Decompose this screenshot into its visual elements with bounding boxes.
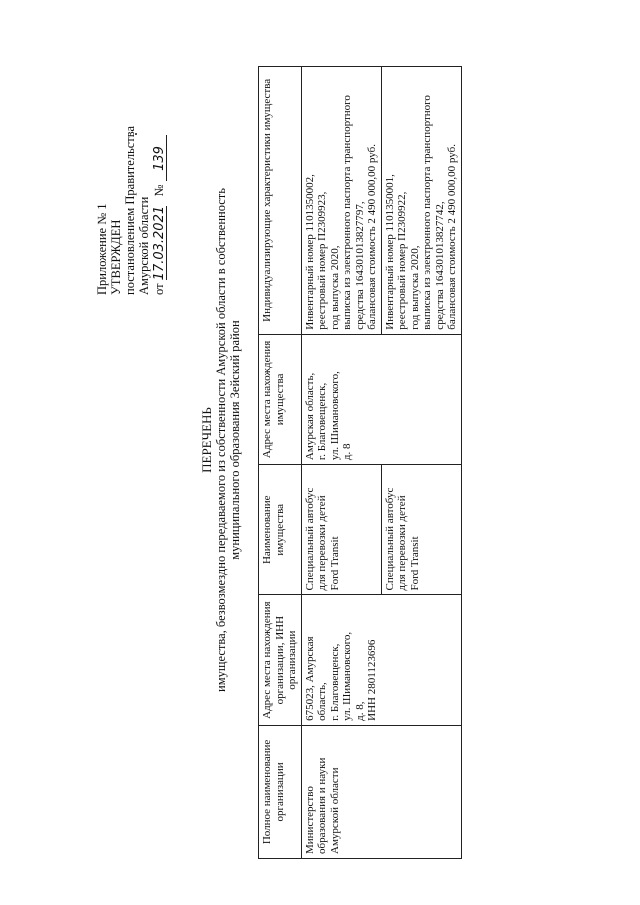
header-property-name: Наименование имущества [259, 465, 302, 595]
approved-label: УТВЕРЖДЕН [109, 219, 123, 295]
property-name-cell: Специальный автобус для перевозки детей Ford Transit [381, 465, 461, 595]
characteristics-cell: Инвентарный номер 1101350002, реестровый номер П2309923, год выпуска 2020, выписка из электронного паспорта транспортного средства 164301013827797, балансовая стоимость 2 490 000,00 руб. [301, 67, 381, 335]
org-address-cell: 675023, Амурская область, г. Благовещенск, ул. Шимановского, д. 8, ИНН 2801123696 [301, 595, 461, 725]
property-table [258, 66, 462, 859]
property-address-cell: Амурская область, г. Благовещенск, ул. Шимановского, д. 8 [301, 334, 461, 464]
appendix-label: Приложение № 1 [95, 203, 109, 295]
resolution-label: постановлением Правительства [123, 125, 137, 295]
document-heading [200, 75, 242, 805]
table-row [301, 67, 381, 859]
handwritten-number: 139 [154, 135, 167, 181]
characteristics-cell: Инвентарный номер 1101350001, реестровый номер П2309922, год выпуска 2020, выписка из электронного паспорта транспортного средства 164301013827742, балансовая стоимость 2 490 000,00 руб. [381, 67, 461, 335]
header-property-address: Адрес места нахождения имущества [259, 334, 302, 464]
org-name-cell: Министерство образования и науки Амурской области [301, 725, 461, 858]
header-org-name: Полное наименование организации [259, 725, 302, 858]
heading-line-1: имущества, безвозмездно передаваемого из собственности Амурской области в собственность [214, 188, 228, 692]
number-prefix: № [152, 184, 166, 197]
approval-block [95, 55, 167, 295]
region-label: Амурской области [137, 196, 151, 295]
date-number-line [152, 55, 167, 295]
heading-line-2: муниципального образования Зейский район [228, 320, 242, 560]
header-characteristics: Индивидуализирующие характеристики имущества [259, 67, 302, 335]
handwritten-date: 17.03.2021 [152, 205, 167, 281]
table-header-row [259, 67, 302, 859]
document-title: ПЕРЕЧЕНЬ [199, 407, 214, 473]
property-name-cell: Специальный автобус для перевозки детей Ford Transit [301, 465, 381, 595]
header-org-address: Адрес места нахождения организации, ИНН организации [259, 595, 302, 725]
date-prefix: от [152, 283, 166, 295]
